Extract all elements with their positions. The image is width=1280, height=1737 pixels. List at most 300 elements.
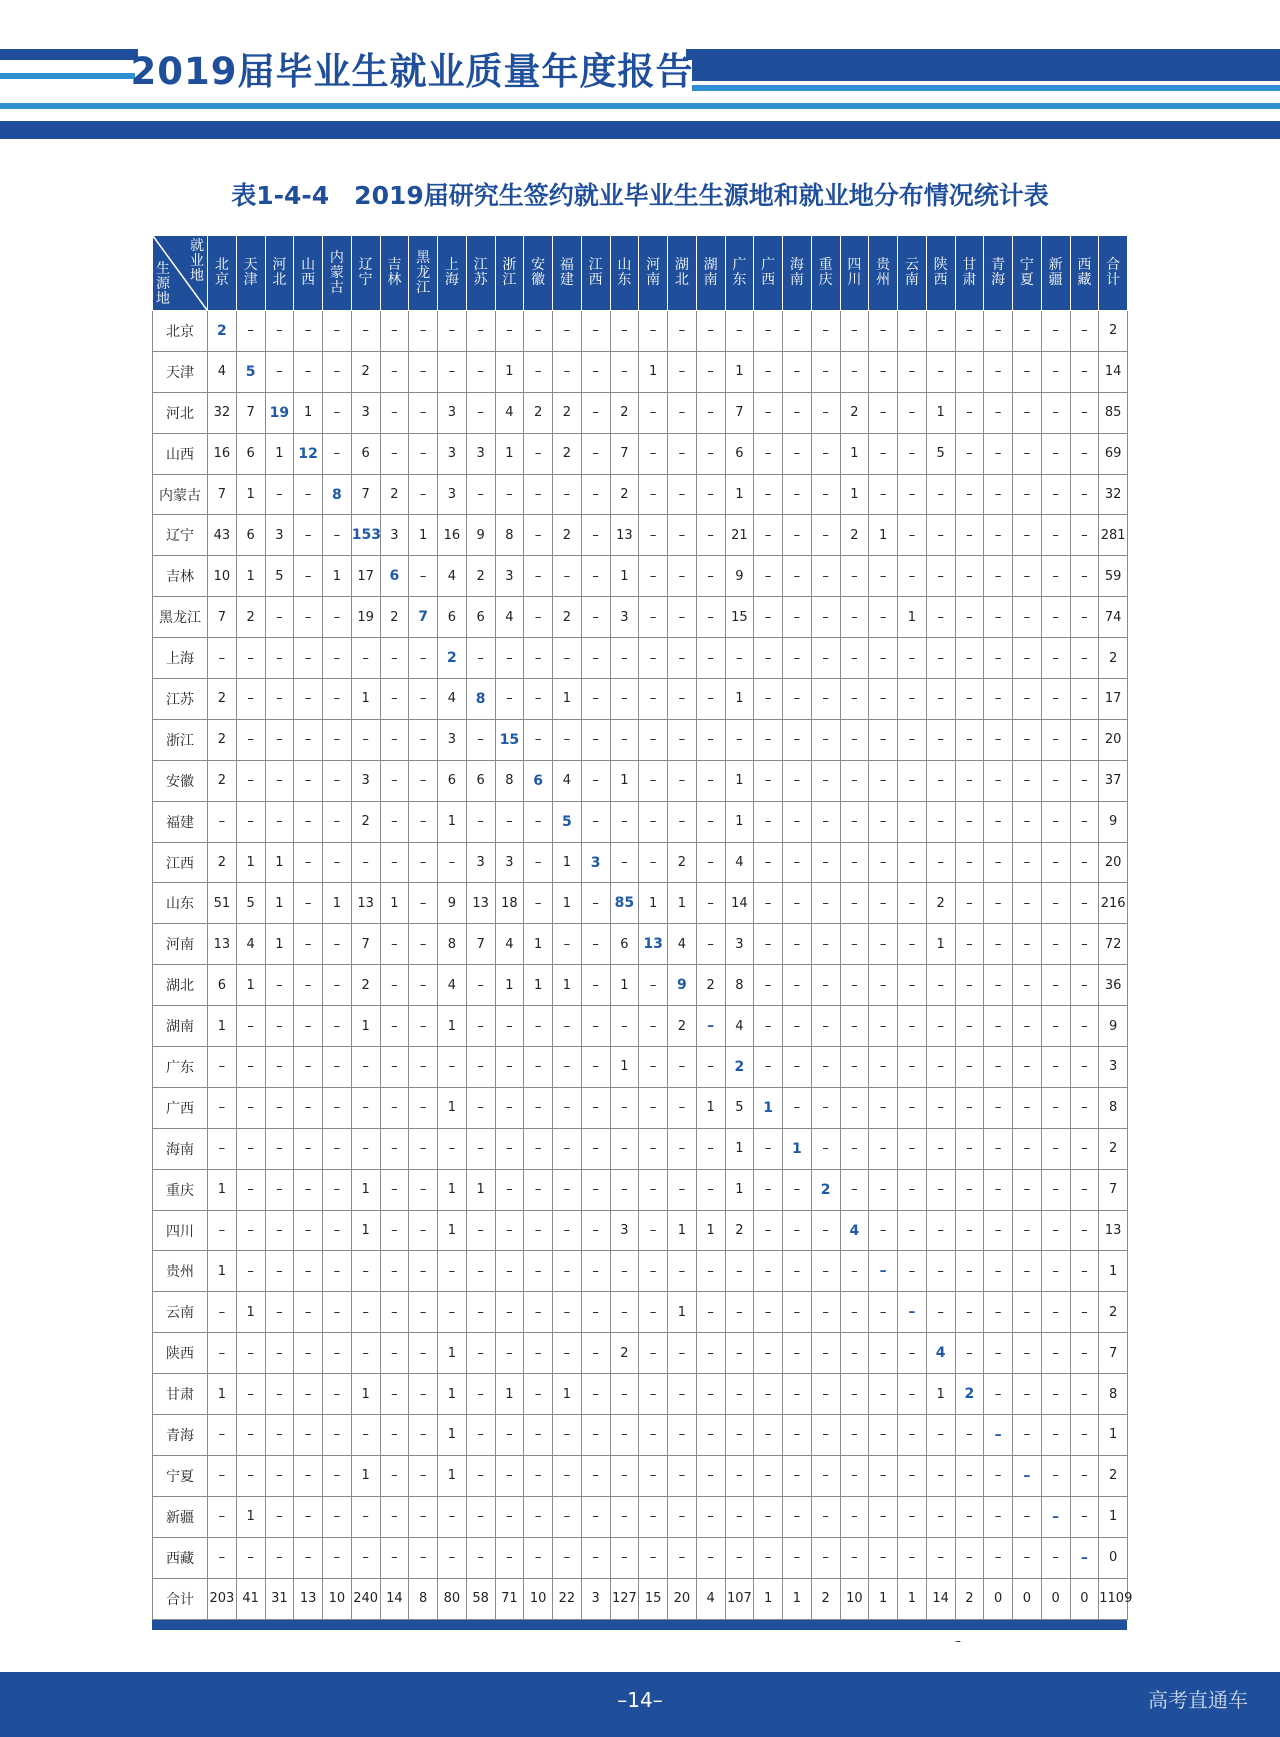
- table-cell: 1: [438, 1087, 467, 1128]
- table-cell: –: [409, 1128, 438, 1169]
- table-cell: 1: [639, 351, 668, 392]
- table-cell: –: [323, 760, 352, 801]
- table-cell: –: [783, 1496, 812, 1537]
- table-cell: –: [754, 638, 783, 679]
- table-cell: –: [639, 638, 668, 679]
- table-cell: 14: [1099, 351, 1128, 392]
- table-cell: –: [409, 1047, 438, 1088]
- table-cell: –: [581, 1537, 610, 1578]
- table-cell: –: [696, 1251, 725, 1292]
- table-cell: –: [869, 1128, 898, 1169]
- table-cell: 17: [351, 556, 380, 597]
- table-cell: 2: [1099, 1455, 1128, 1496]
- table-cell: –: [1013, 1374, 1042, 1415]
- table-cell: –: [1070, 883, 1099, 924]
- row-header: 山东: [153, 883, 208, 924]
- table-cell: 2: [553, 515, 582, 556]
- table-cell: –: [955, 1210, 984, 1251]
- table-cell: –: [524, 1374, 553, 1415]
- table-cell: –: [1070, 1292, 1099, 1333]
- table-cell: –: [639, 1006, 668, 1047]
- row-header: 新疆: [153, 1496, 208, 1537]
- table-cell: –: [869, 311, 898, 352]
- table-cell: 1: [668, 1210, 697, 1251]
- table-cell: 4: [725, 842, 754, 883]
- table-cell: 107: [725, 1578, 754, 1619]
- table-cell: –: [725, 1455, 754, 1496]
- table-cell: –: [840, 1415, 869, 1456]
- table-cell: –: [466, 351, 495, 392]
- table-cell: –: [639, 760, 668, 801]
- table-cell: –: [840, 1251, 869, 1292]
- table-cell: –: [898, 1169, 927, 1210]
- row-header: 河北: [153, 392, 208, 433]
- table-cell: –: [984, 556, 1013, 597]
- table-cell: –: [409, 1333, 438, 1374]
- table-cell: –: [1070, 1415, 1099, 1456]
- table-cell: –: [524, 1169, 553, 1210]
- table-cell: –: [323, 719, 352, 760]
- table-cell: –: [869, 392, 898, 433]
- table-cell: –: [840, 1047, 869, 1088]
- table-cell: –: [208, 638, 237, 679]
- table-cell: –: [668, 1415, 697, 1456]
- table-cell: –: [811, 1087, 840, 1128]
- table-cell: –: [380, 1455, 409, 1496]
- table-cell: –: [323, 679, 352, 720]
- table-cell: 1: [553, 883, 582, 924]
- table-cell: 2: [380, 597, 409, 638]
- table-cell: –: [323, 924, 352, 965]
- table-cell: –: [696, 351, 725, 392]
- table-cell: –: [409, 842, 438, 883]
- table-cell: –: [668, 556, 697, 597]
- table-cell: –: [898, 638, 927, 679]
- table-cell: –: [955, 924, 984, 965]
- table-cell: –: [1041, 1169, 1070, 1210]
- table-row: [153, 1251, 1128, 1292]
- table-cell: 1: [236, 474, 265, 515]
- table-cell: 8: [1099, 1374, 1128, 1415]
- table-cell: 1: [754, 1087, 783, 1128]
- table-cell: –: [265, 1047, 294, 1088]
- table-cell: –: [553, 924, 582, 965]
- table-cell: –: [1041, 801, 1070, 842]
- table-row: [153, 1087, 1128, 1128]
- table-bottom-bar: [152, 1620, 1127, 1630]
- table-cell: 1: [553, 842, 582, 883]
- table-cell: –: [668, 433, 697, 474]
- table-cell: –: [1070, 311, 1099, 352]
- table-cell: –: [553, 1415, 582, 1456]
- table-cell: –: [639, 801, 668, 842]
- table-cell: –: [754, 1128, 783, 1169]
- table-cell: –: [639, 719, 668, 760]
- table-cell: –: [984, 679, 1013, 720]
- table-cell: –: [581, 1455, 610, 1496]
- table-cell: –: [639, 556, 668, 597]
- column-header-label: 甘肃: [962, 257, 977, 288]
- table-cell: 2: [725, 1047, 754, 1088]
- table-cell: 4: [696, 1578, 725, 1619]
- row-header: 吉林: [153, 556, 208, 597]
- table-cell: –: [294, 719, 323, 760]
- table-cell: –: [754, 392, 783, 433]
- table-row: [153, 597, 1128, 638]
- table-cell: 37: [1099, 760, 1128, 801]
- table-cell: –: [466, 1415, 495, 1456]
- table-cell: –: [409, 1374, 438, 1415]
- table-cell: –: [1013, 392, 1042, 433]
- table-cell: –: [294, 1087, 323, 1128]
- table-cell: –: [1070, 1169, 1099, 1210]
- table-cell: 1: [725, 474, 754, 515]
- column-header-label: 新疆: [1048, 257, 1063, 288]
- column-header-label: 安徽: [531, 257, 546, 288]
- table-cell: –: [984, 1415, 1013, 1456]
- table-cell: 2: [811, 1578, 840, 1619]
- table-cell: 2: [840, 515, 869, 556]
- table-cell: –: [466, 638, 495, 679]
- table-cell: –: [1070, 351, 1099, 392]
- table-cell: 1: [783, 1578, 812, 1619]
- table-cell: –: [409, 1006, 438, 1047]
- table-cell: –: [553, 719, 582, 760]
- table-cell: –: [955, 1047, 984, 1088]
- table-cell: 1: [438, 1169, 467, 1210]
- column-header-label: 河北: [272, 257, 287, 288]
- table-cell: –: [696, 556, 725, 597]
- table-cell: 14: [380, 1578, 409, 1619]
- table-cell: –: [438, 351, 467, 392]
- row-header: 山西: [153, 433, 208, 474]
- table-cell: –: [984, 842, 1013, 883]
- table-cell: 5: [725, 1087, 754, 1128]
- table-cell: –: [581, 1128, 610, 1169]
- table-cell: 1: [495, 965, 524, 1006]
- table-cell: –: [265, 760, 294, 801]
- page-number: –14–: [617, 1688, 663, 1712]
- table-cell: –: [380, 760, 409, 801]
- table-cell: –: [380, 965, 409, 1006]
- table-cell: –: [409, 433, 438, 474]
- table-cell: 0: [1041, 1578, 1070, 1619]
- table-cell: –: [984, 924, 1013, 965]
- row-header: 广西: [153, 1087, 208, 1128]
- table-cell: 1: [668, 1292, 697, 1333]
- column-header-label: 宁夏: [1019, 257, 1034, 288]
- table-cell: –: [323, 1047, 352, 1088]
- table-cell: –: [466, 1374, 495, 1415]
- table-cell: –: [1041, 1415, 1070, 1456]
- table-cell: –: [265, 1374, 294, 1415]
- table-cell: 6: [236, 515, 265, 556]
- table-cell: –: [1013, 556, 1042, 597]
- table-cell: 2: [840, 392, 869, 433]
- table-cell: –: [754, 1333, 783, 1374]
- table-cell: –: [955, 1455, 984, 1496]
- table-cell: –: [409, 801, 438, 842]
- table-cell: –: [524, 638, 553, 679]
- table-cell: –: [898, 719, 927, 760]
- table-cell: –: [696, 1292, 725, 1333]
- table-cell: –: [581, 1251, 610, 1292]
- table-cell: 7: [466, 924, 495, 965]
- table-cell: –: [1070, 515, 1099, 556]
- table-cell: 1: [208, 1006, 237, 1047]
- table-cell: –: [1013, 719, 1042, 760]
- table-cell: –: [840, 1169, 869, 1210]
- table-cell: 1: [725, 1169, 754, 1210]
- table-cell: –: [294, 924, 323, 965]
- table-cell: –: [926, 719, 955, 760]
- row-header: 北京: [153, 311, 208, 352]
- table-cell: –: [265, 1292, 294, 1333]
- table-cell: –: [1013, 1006, 1042, 1047]
- table-cell: 1: [553, 965, 582, 1006]
- table-cell: –: [984, 719, 1013, 760]
- table-cell: 4: [236, 924, 265, 965]
- table-cell: 6: [351, 433, 380, 474]
- row-header: 湖南: [153, 1006, 208, 1047]
- table-cell: –: [294, 1496, 323, 1537]
- table-cell: –: [553, 1128, 582, 1169]
- table-cell: –: [898, 392, 927, 433]
- table-cell: –: [495, 1455, 524, 1496]
- table-cell: –: [754, 1251, 783, 1292]
- table-cell: 1: [236, 965, 265, 1006]
- table-cell: –: [1041, 433, 1070, 474]
- table-cell: 13: [1099, 1210, 1128, 1251]
- table-cell: –: [495, 1537, 524, 1578]
- corner-label-origin: 生源地: [156, 261, 170, 307]
- table-cell: –: [668, 311, 697, 352]
- table-cell: –: [639, 392, 668, 433]
- table-cell: –: [265, 474, 294, 515]
- table-row: [153, 1292, 1128, 1333]
- table-cell: 1: [438, 1455, 467, 1496]
- table-cell: 2: [553, 392, 582, 433]
- table-cell: –: [840, 1455, 869, 1496]
- table-cell: –: [840, 965, 869, 1006]
- table-cell: 85: [1099, 392, 1128, 433]
- table-row: [153, 924, 1128, 965]
- table-cell: 13: [610, 515, 639, 556]
- row-header: 重庆: [153, 1169, 208, 1210]
- table-cell: –: [840, 842, 869, 883]
- table-cell: –: [840, 801, 869, 842]
- table-cell: –: [236, 1251, 265, 1292]
- table-cell: –: [610, 1496, 639, 1537]
- table-cell: –: [725, 638, 754, 679]
- table-cell: 1: [265, 433, 294, 474]
- table-cell: 32: [208, 392, 237, 433]
- table-cell: –: [811, 433, 840, 474]
- table-cell: 1: [351, 679, 380, 720]
- table-cell: –: [1041, 311, 1070, 352]
- table-cell: –: [610, 1292, 639, 1333]
- table-cell: 7: [208, 597, 237, 638]
- table-cell: 1: [639, 883, 668, 924]
- table-cell: 3: [495, 556, 524, 597]
- table-cell: –: [639, 1047, 668, 1088]
- table-cell: –: [524, 1415, 553, 1456]
- table-cell: –: [236, 1169, 265, 1210]
- table-cell: –: [610, 1128, 639, 1169]
- total-row: [153, 1578, 1128, 1619]
- column-header: [840, 236, 869, 311]
- column-header-label: 浙江: [502, 257, 517, 288]
- table-cell: –: [955, 883, 984, 924]
- table-cell: –: [926, 760, 955, 801]
- table-cell: –: [265, 1087, 294, 1128]
- table-cell: 3: [495, 842, 524, 883]
- table-cell: –: [409, 311, 438, 352]
- table-cell: 2: [380, 474, 409, 515]
- table-cell: –: [783, 1169, 812, 1210]
- table-cell: –: [926, 556, 955, 597]
- table-cell: –: [754, 679, 783, 720]
- column-header: [725, 236, 754, 311]
- table-cell: –: [294, 1047, 323, 1088]
- column-header-label: 湖北: [674, 257, 689, 288]
- table-cell: –: [783, 1455, 812, 1496]
- table-cell: –: [610, 679, 639, 720]
- table-cell: –: [725, 1537, 754, 1578]
- table-cell: –: [236, 1006, 265, 1047]
- table-cell: –: [869, 1006, 898, 1047]
- row-header: 天津: [153, 351, 208, 392]
- table-row: [153, 515, 1128, 556]
- table-row: [153, 556, 1128, 597]
- table-cell: –: [524, 1087, 553, 1128]
- table-cell: –: [524, 719, 553, 760]
- table-cell: 1: [725, 760, 754, 801]
- table-cell: –: [380, 1292, 409, 1333]
- table-cell: –: [380, 924, 409, 965]
- column-header: [208, 236, 237, 311]
- table-cell: –: [466, 1251, 495, 1292]
- table-cell: 2: [208, 760, 237, 801]
- table-cell: 1: [380, 883, 409, 924]
- table-cell: 1: [869, 515, 898, 556]
- table-cell: 6: [610, 924, 639, 965]
- table-cell: –: [639, 1210, 668, 1251]
- table-cell: –: [811, 1374, 840, 1415]
- table-cell: 1: [438, 1415, 467, 1456]
- table-cell: 4: [208, 351, 237, 392]
- table-cell: –: [869, 638, 898, 679]
- table-cell: –: [466, 1455, 495, 1496]
- table-cell: –: [898, 924, 927, 965]
- table-cell: –: [926, 842, 955, 883]
- table-cell: –: [955, 1169, 984, 1210]
- table-cell: 8: [725, 965, 754, 1006]
- table-cell: –: [524, 1006, 553, 1047]
- column-header: [294, 236, 323, 311]
- table-cell: 8: [495, 760, 524, 801]
- table-cell: –: [783, 965, 812, 1006]
- table-cell: 7: [351, 924, 380, 965]
- table-cell: –: [984, 597, 1013, 638]
- table-cell: –: [898, 1374, 927, 1415]
- row-header: 宁夏: [153, 1455, 208, 1496]
- table-row: [153, 1047, 1128, 1088]
- table-cell: –: [639, 842, 668, 883]
- table-cell: 1: [725, 679, 754, 720]
- table-cell: –: [840, 1006, 869, 1047]
- table-cell: –: [581, 1087, 610, 1128]
- table-cell: –: [1070, 1087, 1099, 1128]
- table-cell: –: [869, 597, 898, 638]
- table-cell: –: [840, 311, 869, 352]
- table-cell: –: [639, 1292, 668, 1333]
- table-cell: –: [610, 1415, 639, 1456]
- table-cell: –: [754, 597, 783, 638]
- table-cell: –: [1041, 1374, 1070, 1415]
- table-cell: –: [668, 1455, 697, 1496]
- table-cell: –: [351, 1333, 380, 1374]
- table-cell: 2: [696, 965, 725, 1006]
- table-cell: –: [351, 1292, 380, 1333]
- table-cell: –: [783, 1087, 812, 1128]
- table-cell: –: [1041, 1210, 1070, 1251]
- table-cell: –: [351, 842, 380, 883]
- table-cell: –: [265, 1128, 294, 1169]
- table-cell: –: [323, 515, 352, 556]
- table-cell: –: [581, 760, 610, 801]
- table-row: [153, 1210, 1128, 1251]
- table-cell: 127: [610, 1578, 639, 1619]
- table-cell: –: [1013, 351, 1042, 392]
- table-cell: –: [783, 474, 812, 515]
- distribution-table-wrapper: [152, 235, 1133, 1630]
- table-cell: 1: [236, 1496, 265, 1537]
- table-cell: –: [869, 556, 898, 597]
- table-cell: –: [696, 924, 725, 965]
- table-cell: –: [783, 351, 812, 392]
- table-cell: 14: [725, 883, 754, 924]
- table-cell: 1: [265, 883, 294, 924]
- table-cell: –: [524, 474, 553, 515]
- table-cell: –: [265, 311, 294, 352]
- table-cell: –: [926, 1210, 955, 1251]
- table-cell: –: [438, 1128, 467, 1169]
- column-header: [323, 236, 352, 311]
- table-cell: –: [553, 1455, 582, 1496]
- table-cell: –: [984, 351, 1013, 392]
- table-cell: 3: [351, 760, 380, 801]
- table-cell: –: [639, 1169, 668, 1210]
- table-cell: –: [236, 311, 265, 352]
- table-cell: –: [811, 679, 840, 720]
- table-cell: –: [668, 801, 697, 842]
- column-header: [581, 236, 610, 311]
- table-cell: 7: [610, 433, 639, 474]
- table-cell: 32: [1099, 474, 1128, 515]
- table-cell: 6: [466, 597, 495, 638]
- table-cell: –: [898, 1251, 927, 1292]
- table-cell: –: [380, 311, 409, 352]
- table-cell: –: [1070, 433, 1099, 474]
- table-cell: –: [380, 1251, 409, 1292]
- table-cell: 3: [1099, 1047, 1128, 1088]
- column-header-label: 重庆: [818, 257, 833, 288]
- table-cell: –: [840, 1292, 869, 1333]
- table-cell: –: [323, 1537, 352, 1578]
- table-cell: –: [294, 515, 323, 556]
- table-cell: –: [754, 1210, 783, 1251]
